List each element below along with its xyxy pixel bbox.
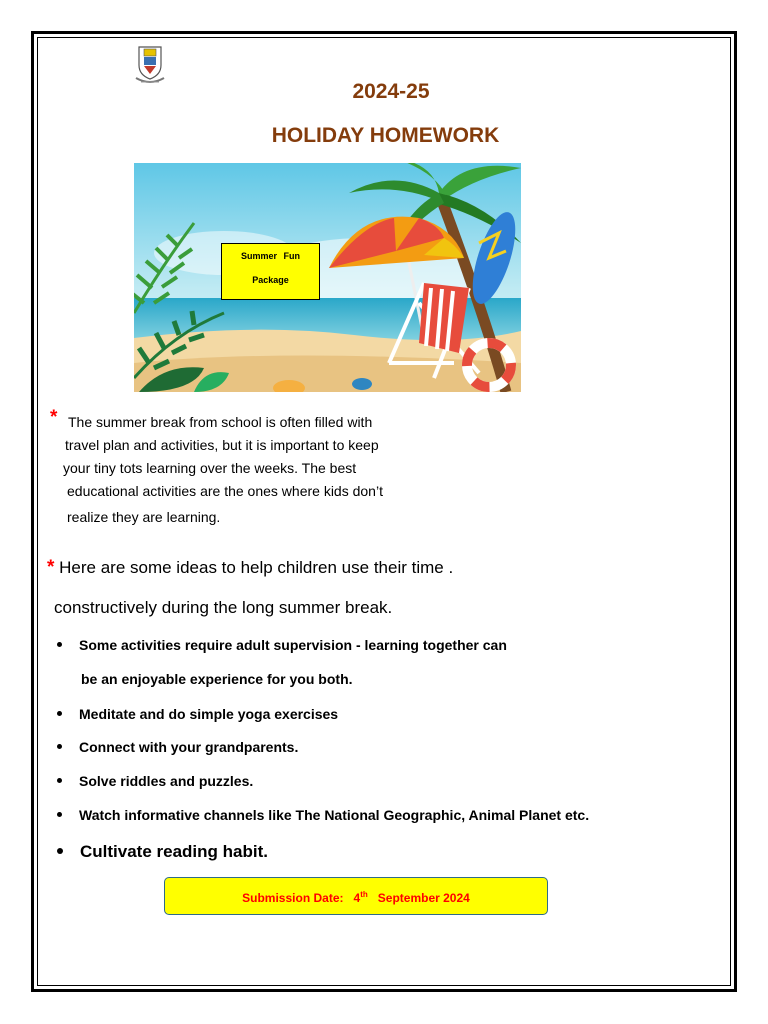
submission-month-year: September 2024 [377,891,470,905]
list-item [57,842,268,862]
list-item-text: Solve riddles and puzzles. [79,773,254,789]
summer-fun-package-label [221,243,320,300]
list-item-continuation: be an enjoyable experience for you both. [81,671,353,687]
asterisk-marker: * [47,557,55,578]
bullet-icon [57,711,62,716]
school-crest-icon [135,45,165,85]
list-item-text: Meditate and do simple yoga exercises [79,706,339,722]
bullet-icon [57,642,62,647]
list-item [57,739,298,755]
page-title: HOLIDAY HOMEWORK [271,124,500,147]
list-item [57,706,338,722]
ideas-line1: Here are some ideas to help children use their time . [59,558,454,577]
bullet-icon [57,812,62,817]
submission-day: 4 [353,891,361,905]
intro-line: your tiny tots learning over the weeks. The best [63,460,357,476]
submission-label: Submission Date: [242,891,344,905]
intro-line: travel plan and activities, but it is important to keep [65,437,379,453]
intro-line: The summer break from school is often filled with [68,414,373,430]
list-item-text: Some activities require adult supervision - learning together can [79,637,507,653]
fun-box-line2: Package [252,275,289,285]
submission-day-suffix: th [360,890,368,899]
submission-date-box [164,877,548,915]
intro-line: educational activities are the ones where kids don’t [67,483,383,499]
bullet-icon [57,744,62,749]
asterisk-marker: * [50,407,58,428]
list-item [57,637,507,653]
bullet-icon [57,778,62,783]
intro-line: realize they are learning. [67,509,221,525]
list-item-text: Cultivate reading habit. [80,842,268,861]
list-item [57,807,589,823]
ideas-intro [47,557,453,579]
year-heading: 2024-25 [352,80,430,103]
bullet-icon [57,848,63,854]
fun-box-line1: Summer Fun [240,251,300,261]
ideas-line2: constructively during the long summer break. [54,598,393,617]
list-item-text: Connect with your grandparents. [79,739,299,755]
list-item-text: Watch informative channels like The National Geographic, Animal Planet etc. [79,807,590,823]
beach-illustration [134,163,521,392]
list-item [57,773,253,789]
